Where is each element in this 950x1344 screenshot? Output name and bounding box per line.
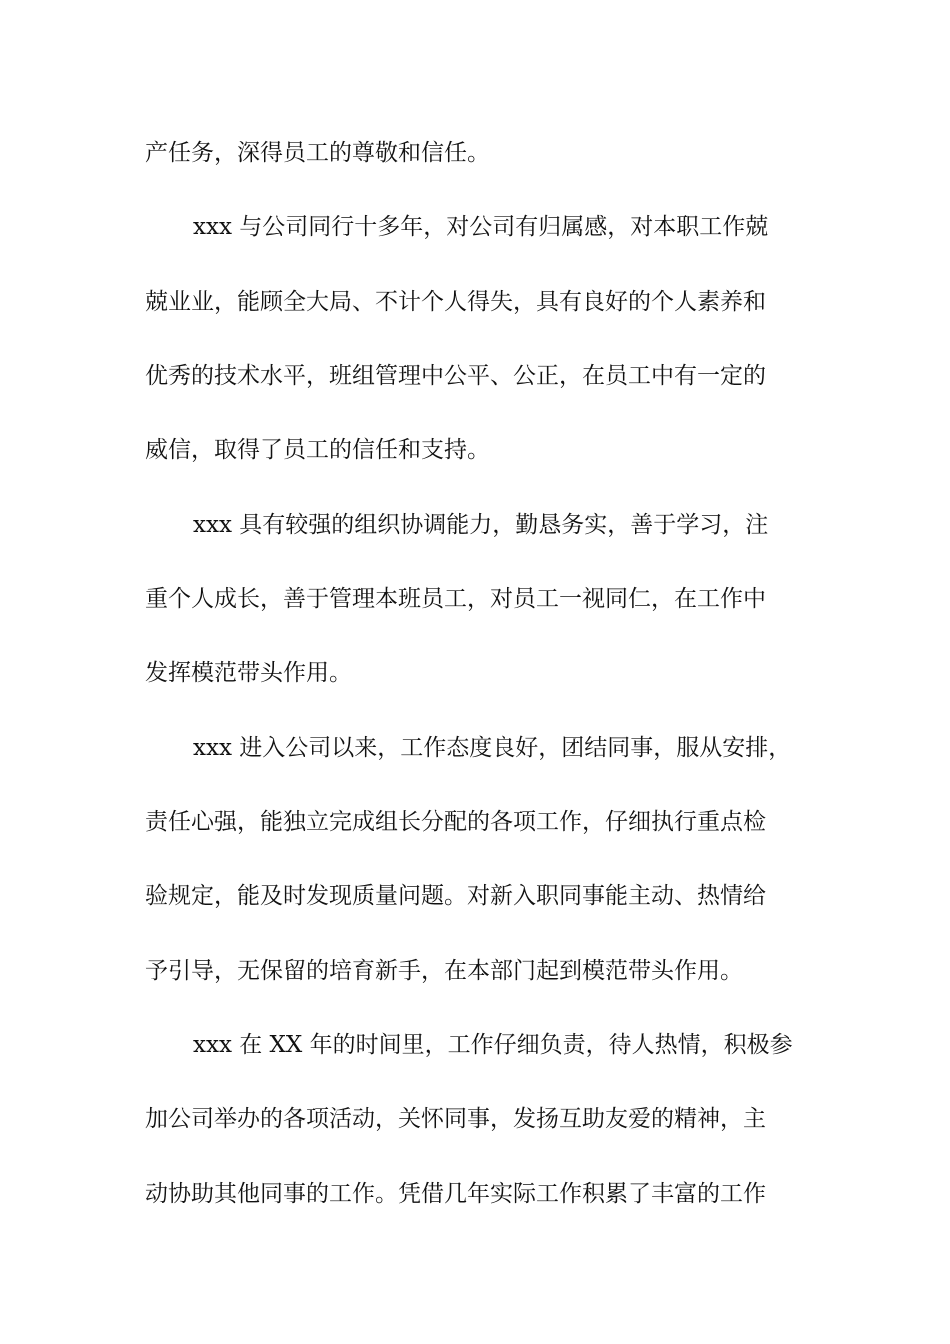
paragraph-4-first-line: xxx 在 XX 年的时间里，工作仔细负责，待人热情，积极参 bbox=[193, 1032, 793, 1058]
text-line-7: 重个人成长，善于管理本班员工，对员工一视同仁，在工作中 bbox=[145, 586, 766, 612]
text-line-15: 动协助其他同事的工作。凭借几年实际工作积累了丰富的工作 bbox=[145, 1181, 766, 1207]
paragraph-1-first-line: xxx 与公司同行十多年，对公司有归属感，对本职工作兢 bbox=[193, 214, 769, 240]
text-line-5: 威信，取得了员工的信任和支持。 bbox=[145, 437, 490, 463]
text-line-11: 验规定，能及时发现质量问题。对新入职同事能主动、热情给 bbox=[145, 883, 766, 909]
text-line-10: 责任心强，能独立完成组长分配的各项工作，仔细执行重点检 bbox=[145, 809, 766, 835]
paragraph-3-first-line: xxx 进入公司以来，工作态度良好，团结同事，服从安排， bbox=[193, 735, 792, 761]
text-line-4: 优秀的技术水平，班组管理中公平、公正，在员工中有一定的 bbox=[145, 363, 766, 389]
text-line-8: 发挥模范带头作用。 bbox=[145, 660, 352, 686]
paragraph-2-first-line: xxx 具有较强的组织协调能力，勤恳务实，善于学习，注 bbox=[193, 512, 769, 538]
text-line-3: 兢业业，能顾全大局、不计个人得失，具有良好的个人素养和 bbox=[145, 289, 766, 315]
text-line-1: 产任务，深得员工的尊敬和信任。 bbox=[145, 140, 490, 166]
text-line-14: 加公司举办的各项活动，关怀同事，发扬互助友爱的精神，主 bbox=[145, 1106, 766, 1132]
text-line-12: 予引导，无保留的培育新手，在本部门起到模范带头作用。 bbox=[145, 958, 743, 984]
